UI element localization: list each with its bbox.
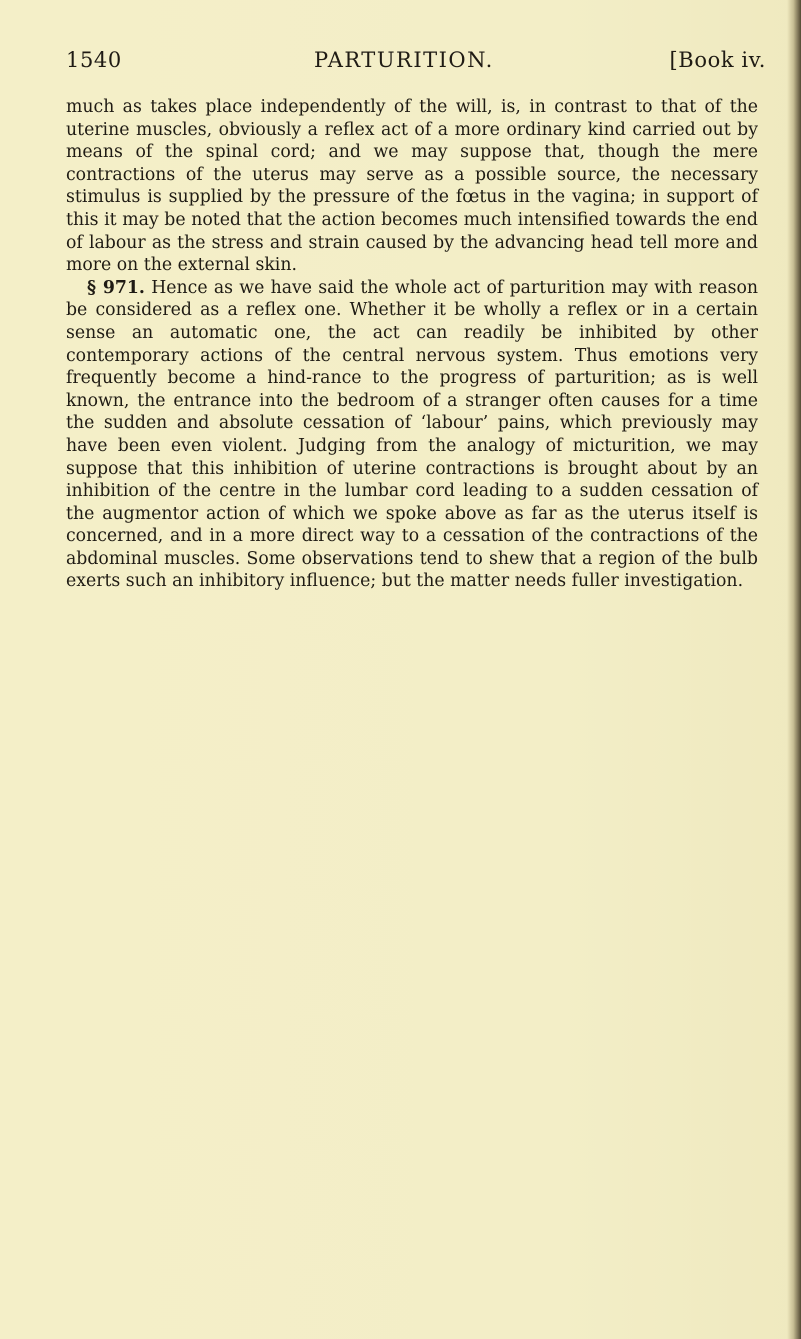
page-edge-shadow	[787, 0, 801, 1339]
paragraph-2-text: Hence as we have said the whole act of parturition may with reason be considered as a reflex one. Whether it be wholly a reflex or in a certain sense an automatic one, the act can readily be inhibited by other contemporary actions of the central nervous system. Thus emotions very frequently become a hind-rance to the progress of parturition; as is well known, the entrance into the bedroom of a stranger often causes for a time the sudden and absolute cessation of ‘labour’ pains, which previously may have been even violent. Judging from the analogy of micturition, we may suppose that this inhibition of uterine contractions is brought about by an inhibition of the centre in the lumbar cord leading to a sudden cessation of the augmentor action of which we spoke above as far as the uterus itself is concerned, and in a more direct way to a cessation of the contractions of the abdominal muscles. Some observations tend to shew that a region of the bulb exerts such an inhibitory influence; but the matter needs fuller investigation.	[66, 277, 758, 592]
book-reference: [Book iv.	[669, 48, 766, 72]
running-title: PARTURITION.	[314, 48, 494, 72]
section-number: § 971.	[87, 277, 145, 298]
running-head	[66, 48, 766, 78]
page-number: 1540	[66, 48, 122, 72]
paragraph-1: much as takes place independently of the will, is, in contrast to that of the uterine muscles, obviously a reflex act of a more ordinary kind carried out by means of the spinal cord; and we may suppose that, though the mere contractions of the uterus may serve as a possible source, the necessary stimulus is supplied by the pressure of the fœtus in the vagina; in support of this it may be noted that the action becomes much intensified towards the end of labour as the stress and strain caused by the advancing head tell more and more on the external skin.	[66, 97, 758, 276]
body-text	[66, 96, 758, 593]
paragraph-2	[66, 277, 758, 593]
